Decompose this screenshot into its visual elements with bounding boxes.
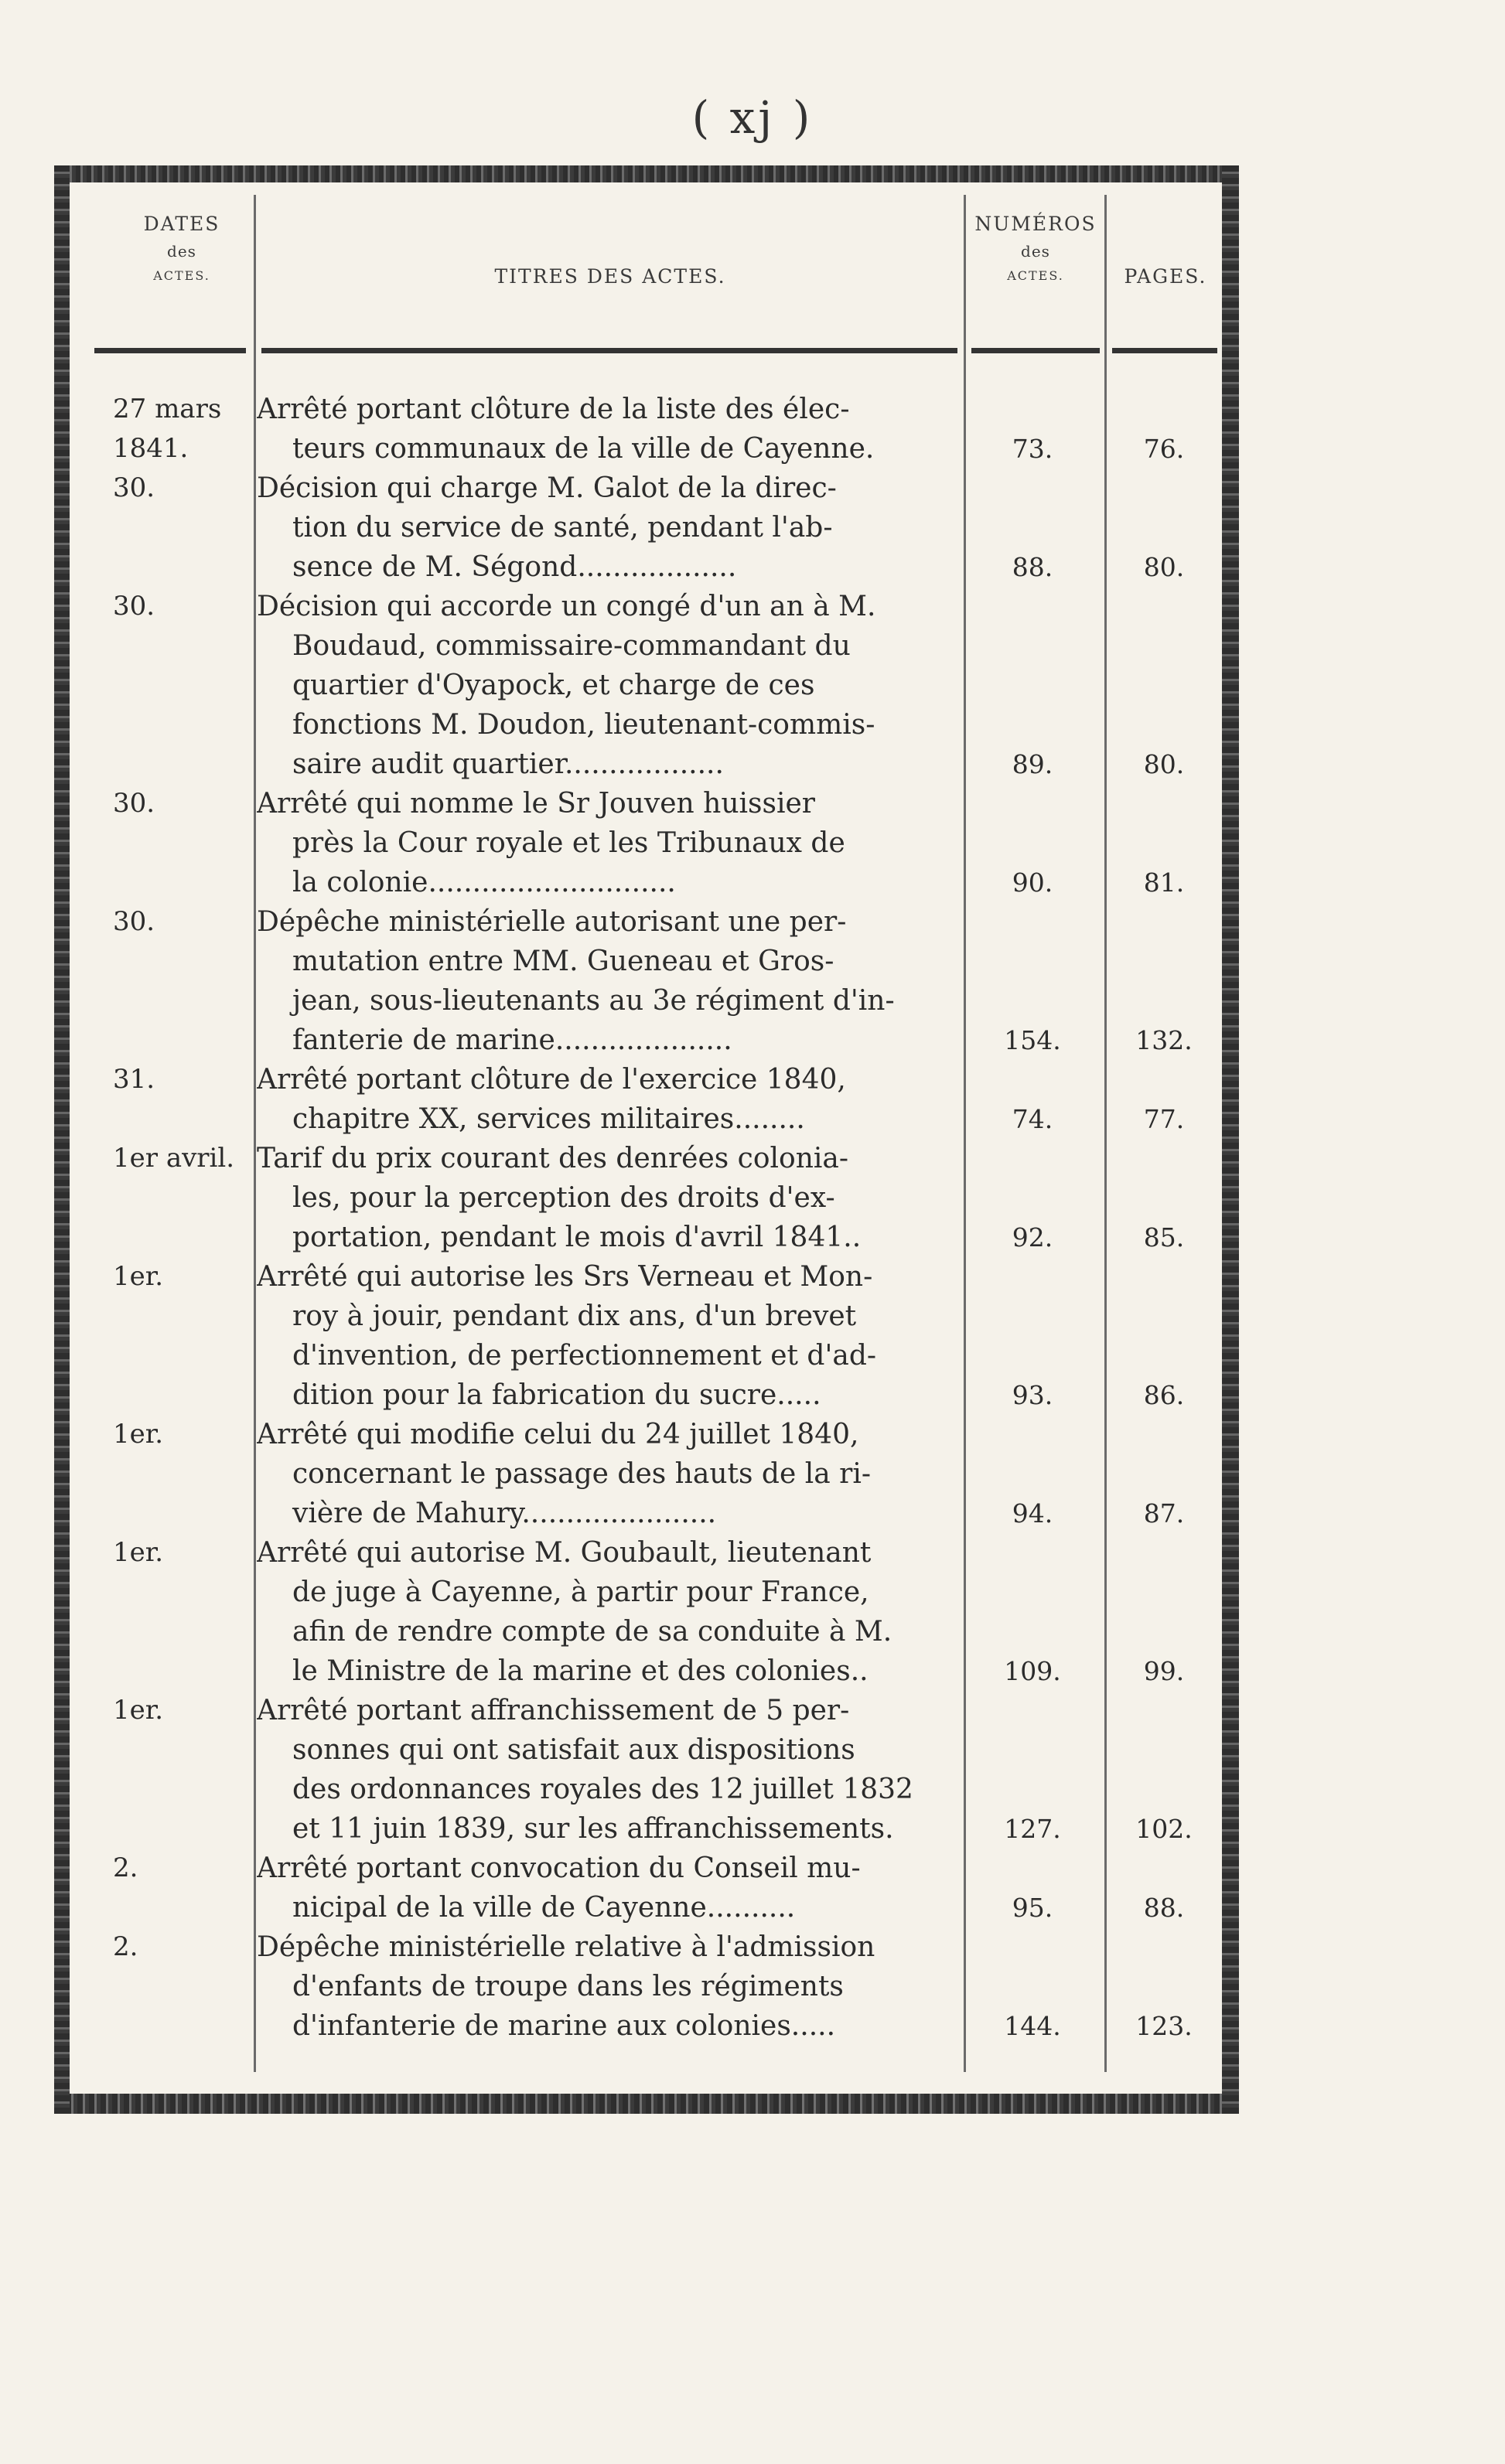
act-page: 132. [1135,1025,1193,1055]
act-date-line: 30. [113,788,155,819]
act-number: 144. [1004,2011,1061,2041]
act-date [113,587,299,626]
act-title-line: dition pour la fabrication du sucre..... [292,1379,821,1411]
act-title-line: Arrêté qui modifie celui du 24 juillet 1840, [257,1419,859,1450]
act-title-line: Décision qui accorde un congé d'un an à M. [257,591,876,622]
act-title-line: afin de rendre compte de sa conduite à M. [292,1616,892,1648]
header-pages: PAGES. [1124,265,1207,288]
act-page: 80. [1143,552,1185,582]
column-header-numeros [967,210,1104,288]
act-title [257,1139,987,1257]
act-title-line: Arrêté qui nomme le Sr Jouven huissier [257,788,816,820]
act-title [257,469,987,587]
act-page: 76. [1143,434,1185,464]
act-page: 88. [1143,1893,1185,1923]
act-date [113,469,299,508]
act-page: 80. [1143,749,1185,779]
act-date-line: 2. [113,1931,138,1962]
act-title [257,1691,987,1849]
act-title-line: portation, pendant le mois d'avril 1841.. [292,1222,862,1253]
act-title-line: le Ministre de la marine et des colonies.. [292,1655,869,1687]
table-row [54,1849,1239,1927]
table-row [54,1060,1239,1139]
frame-border-top [54,165,1239,182]
act-number: 94. [1012,1498,1053,1528]
act-number: 89. [1012,749,1053,779]
act-title-line: de juge à Cayenne, à partir pour France, [292,1576,869,1608]
act-number: 154. [1004,1025,1061,1055]
act-date [113,1257,299,1297]
header-dates-line2: des [167,242,196,261]
act-date-line: 1841. [113,433,189,464]
act-date [113,1060,299,1099]
act-title-line: Dépêche ministérielle autorisant une per- [257,906,847,938]
header-dates-line3: ACTES. [153,268,210,283]
act-title-line: les, pour la perception des droits d'ex- [292,1182,835,1214]
act-date [113,1927,299,1967]
header-titres: TITRES DES ACTES. [494,265,726,288]
act-title [257,784,987,902]
act-date-line: 31. [113,1064,155,1095]
table-row [54,469,1239,587]
act-title-line: Arrêté portant affranchissement de 5 per- [257,1695,850,1726]
act-page: 99. [1143,1656,1185,1686]
act-title [257,1927,987,2046]
column-header-titres [257,263,964,291]
act-date-line: 30. [113,472,155,503]
act-date-line: 1er. [113,1537,164,1568]
act-title-line: d'enfants de troupe dans les régiments [292,1971,844,2002]
act-title [257,902,987,1060]
column-header-pages [1107,263,1223,291]
act-number: 109. [1004,1656,1061,1686]
act-date [113,1849,299,1888]
act-title-line: fonctions M. Doudon, lieutenant-commis- [292,709,875,741]
act-title-line: sence de M. Ségond.................. [292,551,737,583]
act-number: 74. [1012,1104,1053,1134]
act-title-line: Boudaud, commissaire-commandant du [292,630,851,662]
act-date-line: 30. [113,591,155,622]
table-row [54,587,1239,784]
act-page: 85. [1143,1222,1185,1252]
act-title-line: Arrêté portant clôture de la liste des élec- [257,394,850,425]
column-header-dates [116,210,247,288]
act-date [113,390,299,469]
table-row [54,1691,1239,1849]
act-number: 90. [1012,867,1053,898]
table-frame [54,165,1239,2114]
act-title-line: Dépêche ministérielle relative à l'admission [257,1931,875,1963]
act-page: 102. [1135,1814,1193,1844]
act-title [257,1060,987,1139]
act-date-line: 30. [113,906,155,937]
page-header: ( xj ) [691,91,814,144]
act-title-line: Décision qui charge M. Galot de la direc- [257,472,837,504]
act-title [257,1533,987,1691]
act-title-line: vière de Mahury...................... [292,1498,717,1529]
act-number: 73. [1012,434,1053,464]
act-page: 77. [1143,1104,1185,1134]
table-row [54,784,1239,902]
act-date [113,784,299,823]
act-number: 88. [1012,552,1053,582]
act-page: 87. [1143,1498,1185,1528]
frame-border-bottom [54,2094,1239,2114]
act-page: 86. [1143,1380,1185,1410]
act-title [257,1415,987,1533]
table-row [54,1415,1239,1533]
act-date [113,1691,299,1730]
act-date-line: 1er. [113,1261,164,1292]
act-title-line: jean, sous-lieutenants au 3e régiment d'in- [292,985,895,1017]
header-rule [94,348,246,353]
header-rule [1112,348,1217,353]
act-date [113,902,299,942]
act-title-line: tion du service de santé, pendant l'ab- [292,512,833,544]
act-date-line: 27 mars [113,394,222,424]
act-title-line: fanterie de marine.................... [292,1024,732,1056]
act-title-line: roy à jouir, pendant dix ans, d'un brevet [292,1300,857,1332]
act-title-line: Arrêté portant clôture de l'exercice 1840, [257,1064,846,1096]
acts-table-body [54,390,1239,2046]
header-numeros-line2: des [1021,242,1050,261]
table-row [54,1927,1239,2046]
table-row [54,902,1239,1060]
act-date-line: 2. [113,1852,138,1883]
act-date-line: 1er. [113,1695,164,1726]
act-title-line: Arrêté qui autorise M. Goubault, lieutenant [257,1537,872,1569]
table-row [54,390,1239,469]
table-row [54,1533,1239,1691]
act-title-line: saire audit quartier.................. [292,748,724,780]
act-title-line: des ordonnances royales des 12 juillet 1832 [292,1774,913,1805]
header-numeros-line1: NUMÉROS [974,213,1097,235]
act-date [113,1139,299,1178]
act-number: 127. [1004,1814,1061,1844]
act-title-line: sonnes qui ont satisfait aux dispositions [292,1734,855,1766]
table-row [54,1257,1239,1415]
table-row [54,1139,1239,1257]
act-number: 93. [1012,1380,1053,1410]
act-title [257,1849,987,1927]
act-title-line: la colonie............................ [292,867,676,898]
act-title [257,587,987,784]
act-title-line: chapitre XX, services militaires........ [292,1103,805,1135]
act-date [113,1415,299,1454]
act-title-line: concernant le passage des hauts de la ri- [292,1458,872,1490]
act-page: 81. [1143,867,1185,898]
header-dates-line1: DATES [143,213,220,235]
act-title-line: mutation entre MM. Gueneau et Gros- [292,946,834,977]
header-rule [971,348,1100,353]
header-numeros-line3: ACTES. [1007,268,1064,283]
act-title-line: teurs communaux de la ville de Cayenne. [292,433,875,465]
act-number: 92. [1012,1222,1053,1252]
act-title-line: d'invention, de perfectionnement et d'ad- [292,1340,877,1372]
header-rule [261,348,957,353]
act-title-line: Arrêté portant convocation du Conseil mu- [257,1852,861,1884]
act-title-line: nicipal de la ville de Cayenne.......... [292,1892,796,1924]
act-title-line: d'infanterie de marine aux colonies..... [292,2010,836,2042]
act-title-line: Arrêté qui autorise les Srs Verneau et Mon- [257,1261,873,1293]
act-title-line: près la Cour royale et les Tribunaux de [292,827,845,859]
act-date-line: 1er avril. [113,1143,235,1174]
act-title-line: Tarif du prix courant des denrées colonia- [257,1143,849,1174]
act-page: 123. [1135,2011,1193,2041]
act-date-line: 1er. [113,1419,164,1450]
act-date [113,1533,299,1573]
act-title-line: et 11 juin 1839, sur les affranchissements. [292,1813,894,1845]
act-title-line: quartier d'Oyapock, et charge de ces [292,670,815,701]
act-number: 95. [1012,1893,1053,1923]
act-title [257,390,987,469]
act-title [257,1257,987,1415]
